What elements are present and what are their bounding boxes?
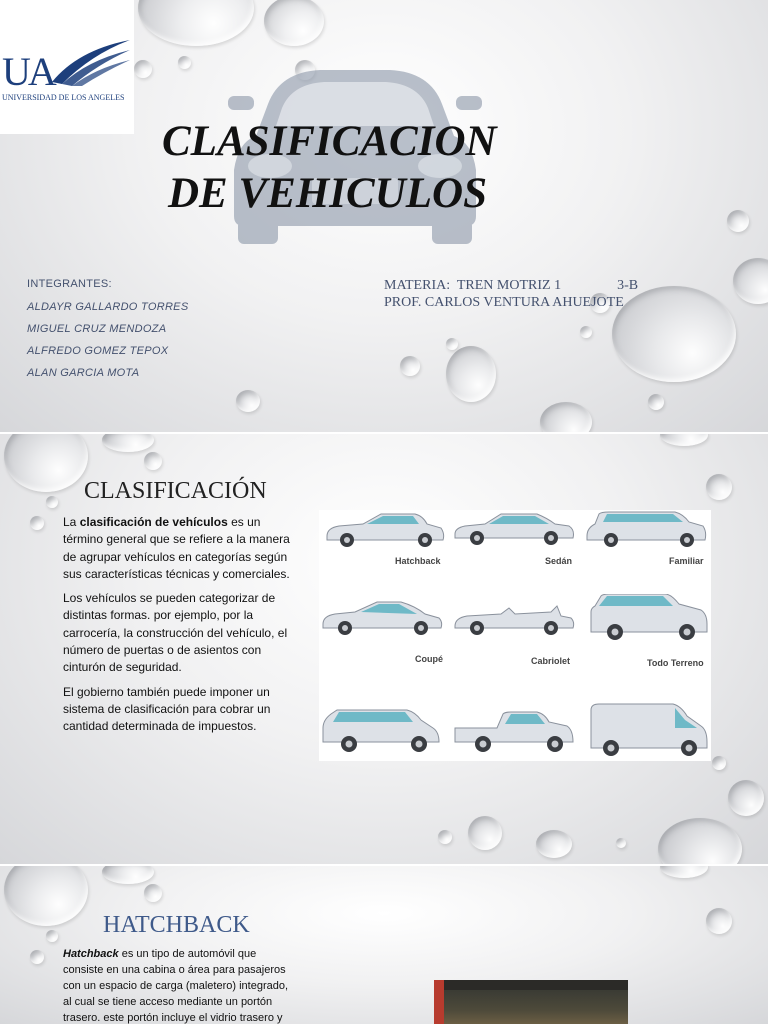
water-drop — [138, 0, 254, 46]
water-drop — [4, 434, 88, 492]
water-drop — [660, 866, 708, 878]
paragraph — [63, 946, 299, 1024]
water-drop — [178, 56, 191, 69]
vehicle-types-image — [319, 510, 711, 761]
water-drop — [616, 838, 626, 848]
familiar-car-icon — [585, 510, 709, 548]
title-line-1: CLASIFICACION — [162, 118, 497, 165]
vehicle-label: Coupé — [415, 654, 443, 664]
water-drop — [446, 346, 496, 402]
pickup-car-icon — [453, 710, 577, 754]
logo-letters: UA — [2, 49, 54, 94]
members-list — [27, 278, 188, 389]
water-drop — [102, 434, 154, 452]
vehicle-label: Todo Terreno — [647, 658, 704, 668]
vehicle-label: Hatchback — [395, 556, 441, 566]
member-name: MIGUEL CRUZ MENDOZA — [27, 323, 167, 335]
water-drop — [30, 516, 44, 530]
water-drop — [706, 908, 732, 934]
water-drop — [712, 756, 726, 770]
cabriolet-car-icon — [453, 604, 577, 638]
water-drop — [236, 390, 260, 412]
members-label: INTEGRANTES: — [27, 278, 112, 290]
page-title — [162, 116, 497, 220]
university-logo — [0, 0, 134, 134]
slide-hatchback — [0, 866, 768, 1024]
water-drop — [400, 356, 420, 376]
vehicle-label: Familiar — [669, 556, 704, 566]
member-name: ALFREDO GOMEZ TEPOX — [27, 345, 169, 357]
slide-title — [0, 0, 768, 432]
water-drop — [46, 930, 58, 942]
photo-street — [444, 990, 628, 1024]
water-drop — [446, 338, 458, 350]
text-span: es un tipo de automóvil que consiste en una cabina o área para pasajeros con un espacio de carga (maletero) integrado, al cual se tiene acceso mediante un portón trasero. este portón incluye el vidrio trasero y — [63, 948, 289, 1024]
bold-term: clasificación de vehículos — [79, 515, 228, 529]
water-drop — [658, 818, 742, 864]
body-text — [63, 946, 299, 1024]
water-drop — [540, 402, 592, 432]
section-heading: HATCHBACK — [103, 912, 250, 938]
text-span: La — [63, 515, 80, 529]
water-drop — [660, 434, 708, 446]
title-line-2: DE VEHICULOS — [168, 170, 487, 217]
paragraph — [63, 514, 301, 583]
bold-term: Hatchback — [63, 948, 119, 960]
water-drop — [580, 326, 592, 338]
water-drop — [264, 0, 324, 46]
course-info — [384, 277, 646, 311]
vehicle-label: Cabriolet — [531, 656, 571, 666]
water-drop — [46, 496, 58, 508]
water-drop — [4, 866, 88, 926]
body-text — [63, 514, 301, 743]
paragraph: Los vehículos se pueden categorizar de distintas formas. por ejemplo, por la carrocería, la construcción del vehículo, el número de puertas o de asientos con cinturón de seguridad. — [63, 591, 288, 675]
water-drop — [728, 780, 764, 816]
member-name: ALDAYR GALLARDO TORRES — [27, 301, 189, 313]
water-drop — [134, 60, 152, 78]
coupe-car-icon — [321, 600, 445, 638]
water-drop — [438, 830, 452, 844]
paragraph: El gobierno también puede imponer un sistema de clasificación para cobrar un cantidad determinada de impuestos. — [63, 684, 271, 734]
hatchback-car-icon — [323, 512, 445, 548]
water-drop — [468, 816, 502, 850]
logo-wing-icon — [48, 38, 132, 86]
water-drop — [144, 452, 162, 470]
photo-building — [434, 980, 444, 1024]
water-drop — [727, 210, 749, 232]
water-drop — [30, 950, 44, 964]
water-drop — [144, 884, 162, 902]
todo-terreno-car-icon — [587, 594, 711, 642]
water-drop — [102, 866, 154, 884]
profesor-line: PROF. CARLOS VENTURA AHUEJOTE — [384, 295, 624, 310]
slide-clasificacion — [0, 434, 768, 864]
water-drop — [648, 394, 664, 410]
section-heading: CLASIFICACIÓN — [84, 478, 267, 504]
sedan-car-icon — [453, 512, 575, 548]
water-drop — [733, 258, 768, 304]
member-name: ALAN GARCIA MOTA — [27, 367, 140, 379]
water-drop — [536, 830, 572, 858]
van-car-icon — [587, 702, 711, 758]
hatchback-photo — [434, 980, 628, 1024]
minivan-car-icon — [321, 708, 443, 754]
water-drop — [706, 474, 732, 500]
vehicle-label: Sedán — [545, 556, 573, 566]
text-span: es un término general que se refiere a la manera de agrupar vehículos en categorías según sus características técnicas y comerciales. — [63, 515, 290, 581]
materia-line: MATERIA: TREN MOTRIZ 1 3-B — [384, 278, 639, 293]
logo-university-name: UNIVERSIDAD DE LOS ANGELES — [2, 93, 125, 102]
